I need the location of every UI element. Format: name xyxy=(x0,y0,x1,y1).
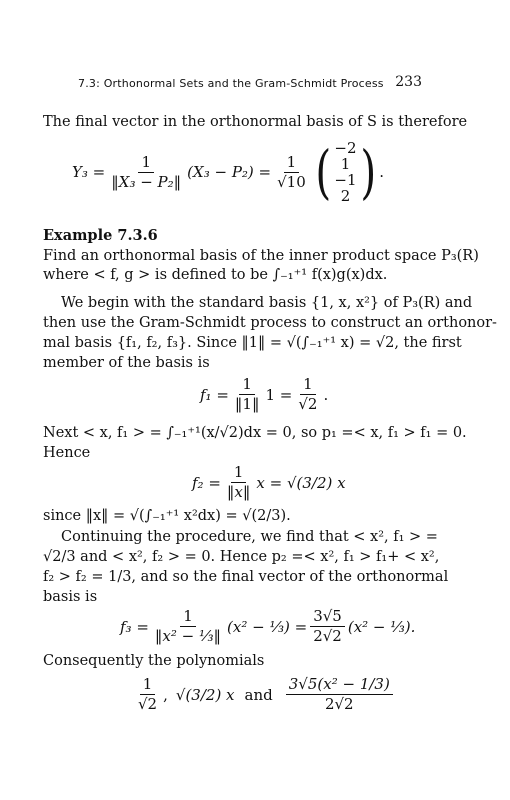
running-header: 7.3: Orthonormal Sets and the Gram-Schmidt Process xyxy=(78,77,384,90)
poly-c-num: 3√5(x² − 1/3) xyxy=(286,676,393,695)
poly-a-num: 1 xyxy=(140,676,156,695)
eq-y3-frac1-num: 1 xyxy=(138,154,154,173)
poly-c xyxy=(286,676,393,713)
eq-f1-num: 1 xyxy=(239,376,255,395)
right-paren: ) xyxy=(359,138,376,206)
eq-f1-lhs: f₁ = xyxy=(200,385,229,404)
eq-f2-num: 1 xyxy=(231,464,247,483)
eq-f1-frac2 xyxy=(295,376,320,413)
eq-f3-den2: 2√2 xyxy=(313,627,342,645)
eq-f3-den: ‖x² − ⅓‖ xyxy=(154,627,222,645)
eq-f1-den: ‖1‖ xyxy=(234,395,260,413)
vector-entry: 2 xyxy=(340,187,351,205)
equation-f1 xyxy=(200,376,328,413)
eq-f1-den2: √2 xyxy=(298,395,318,413)
body3-line-1: since ‖x‖ = √(∫₋₁⁺¹ x²dx) = √(2/3). xyxy=(43,508,291,524)
eq-f3-num2: 3√5 xyxy=(310,608,345,627)
body2-line-1: Next < x, f₁ > = ∫₋₁⁺¹(x/√2)dx = 0, so p₁ =< x, f₁ > f₁ = 0. xyxy=(43,425,467,441)
eq-f1-end: . xyxy=(323,385,329,404)
body1-line-4: member of the basis is xyxy=(43,355,210,371)
body3-line-4: f₂ > f₂ = 1/3, and so the final vector of the orthonormal xyxy=(43,569,449,585)
eq-f3-mid: (x² − ⅓) = xyxy=(227,617,308,636)
body3-line-3: √2/3 and < x², f₂ > = 0. Hence p₂ =< x², f₁ > f₁+ < x², xyxy=(43,549,440,565)
poly-a xyxy=(135,676,160,713)
body2-line-2: Hence xyxy=(43,445,91,461)
body3-line-5: basis is xyxy=(43,589,98,605)
example-line-2: where < f, g > is defined to be ∫₋₁⁺¹ f(x)g(x)dx. xyxy=(43,267,388,283)
body1-line-3: mal basis {f₁, f₂, f₃}. Since ‖1‖ = √(∫₋₁⁺¹ x) = √2, the first xyxy=(43,335,462,351)
vector-entry: −2 xyxy=(334,139,357,157)
example-title: Example 7.3.6 xyxy=(43,227,158,244)
eq-y3-frac1 xyxy=(108,154,184,191)
equation-polynomials xyxy=(132,676,396,713)
eq-f3-end: (x² − ⅓). xyxy=(347,617,416,636)
poly-separator: , xyxy=(163,685,168,704)
eq-f3-lhs: f₃ = xyxy=(120,617,149,636)
eq-y3-frac1-den: ‖X₃ − P₂‖ xyxy=(111,172,182,191)
body3-line-2: Continuing the procedure, we find that < x², f₁ > = xyxy=(61,529,438,545)
eq-f2-den: ‖x‖ xyxy=(226,483,251,501)
poly-and: and xyxy=(244,685,273,704)
vector-entry: 1 xyxy=(340,155,351,173)
page-number: 233 xyxy=(395,74,422,90)
eq-y3-lhs: Y₃ = xyxy=(72,163,106,181)
equation-f2 xyxy=(192,464,346,501)
eq-y3-frac2-num: 1 xyxy=(284,154,300,173)
body4-line: Consequently the polynomials xyxy=(43,653,265,669)
body1-line-2: then use the Gram-Schmidt process to construct an orthonor- xyxy=(43,315,497,331)
column-vector xyxy=(334,140,356,204)
left-paren: ( xyxy=(315,138,332,206)
poly-b: √(3/2) x xyxy=(175,685,235,704)
eq-y3-end: . xyxy=(379,163,384,181)
eq-y3-frac2-den: √10 xyxy=(277,172,306,191)
body1-line-1: We begin with the standard basis {1, x, x²} of P₃(R) and xyxy=(61,295,473,311)
eq-f2-frac xyxy=(224,464,253,501)
intro-text: The final vector in the orthonormal basis of S is therefore xyxy=(43,114,468,130)
poly-a-den: √2 xyxy=(138,695,158,713)
equation-f3 xyxy=(120,608,415,645)
eq-f2-mid: x = √(3/2) x xyxy=(256,473,346,492)
eq-f1-frac1 xyxy=(232,376,263,413)
equation-y3 xyxy=(72,140,384,204)
eq-f3-frac1 xyxy=(152,608,224,645)
eq-f1-num2: 1 xyxy=(300,376,316,395)
eq-y3-frac2 xyxy=(274,154,309,191)
poly-c-den: 2√2 xyxy=(324,695,354,713)
eq-f3-num: 1 xyxy=(180,608,196,627)
eq-y3-middle: (X₃ − P₂) = xyxy=(187,163,272,181)
eq-f3-frac2 xyxy=(310,608,345,645)
eq-f2-lhs: f₂ = xyxy=(192,473,221,492)
vector-entry: −1 xyxy=(334,171,357,189)
example-line-1: Find an orthonormal basis of the inner product space P₃(R) xyxy=(43,248,479,264)
eq-f1-mid: 1 = xyxy=(265,385,293,404)
